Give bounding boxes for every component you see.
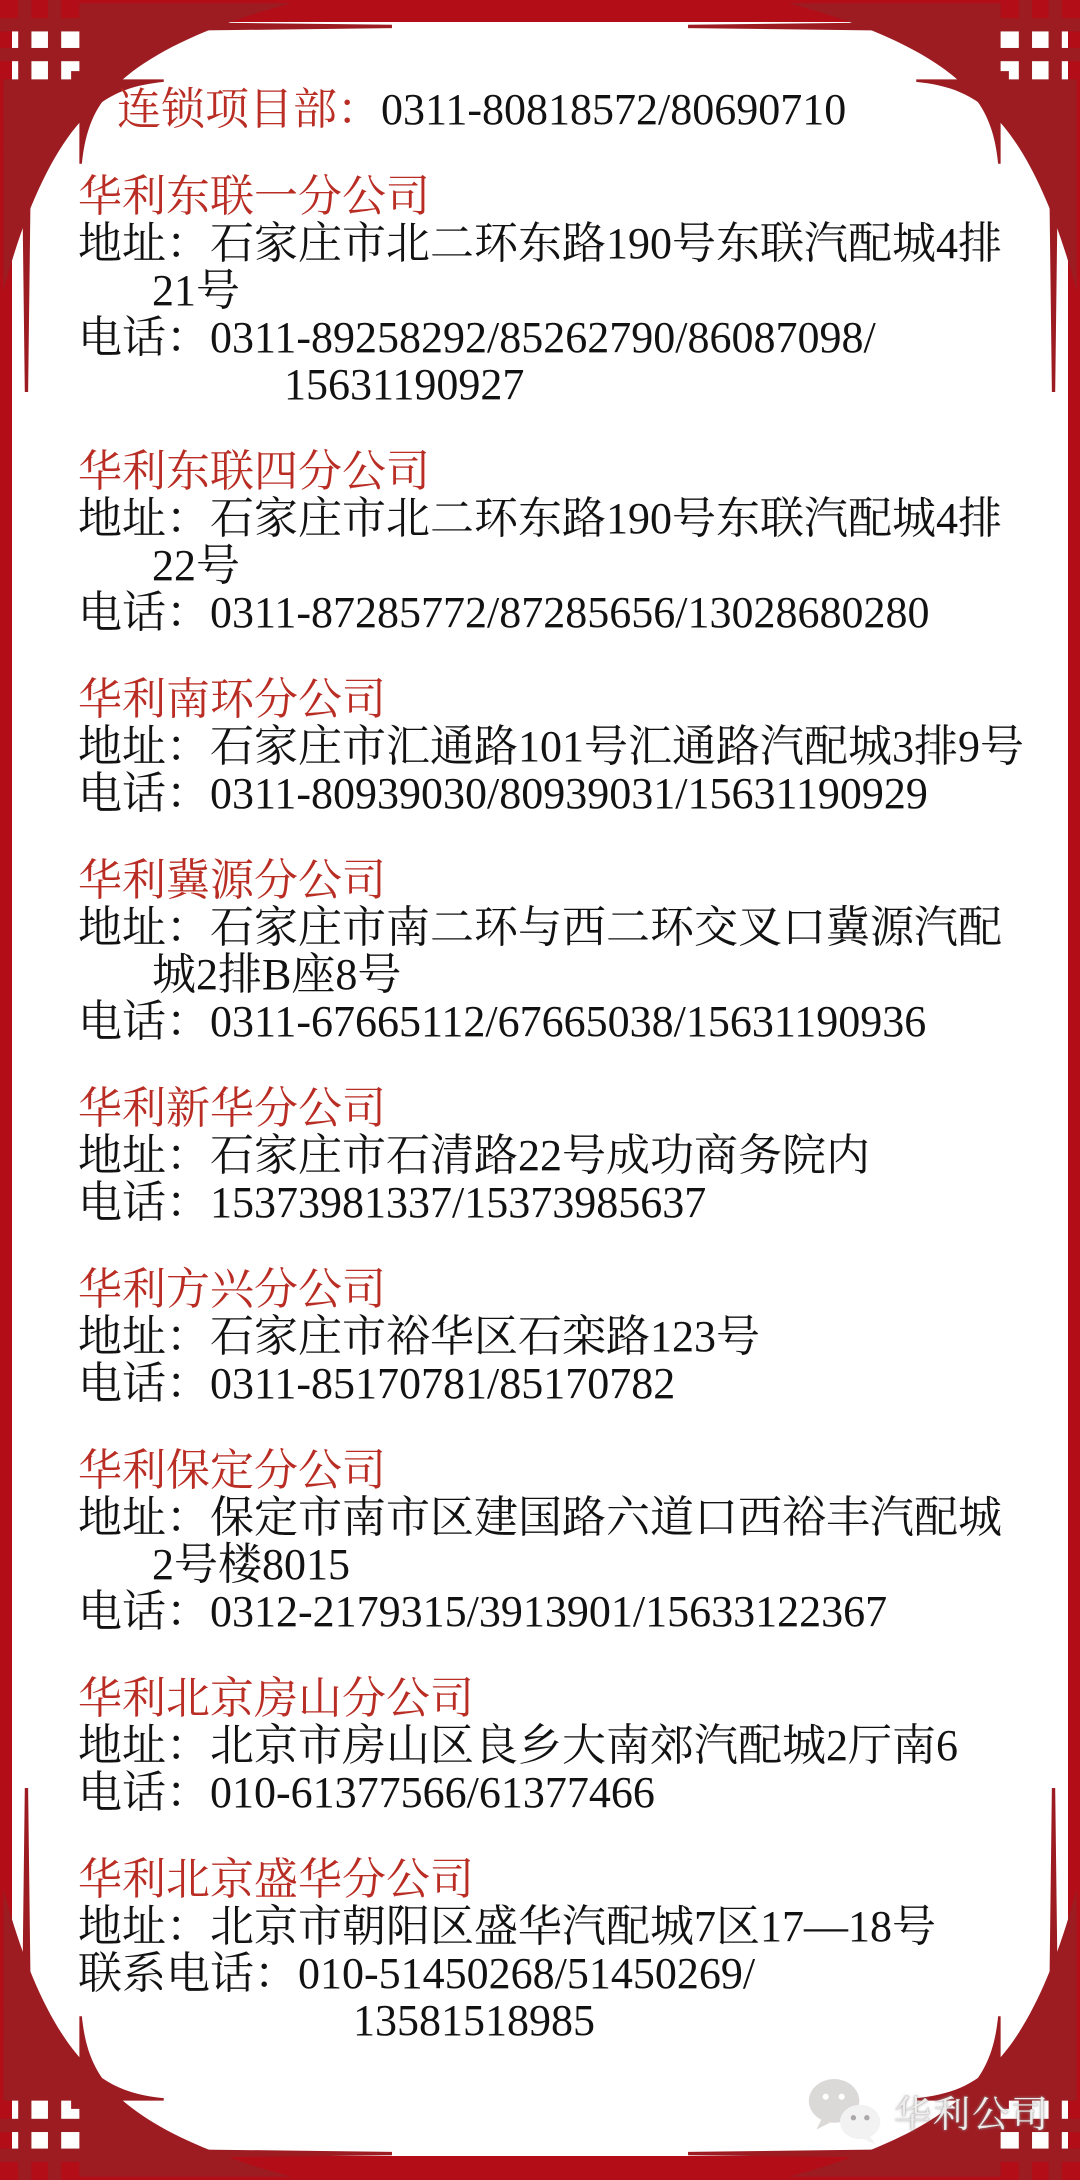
company-section xyxy=(78,1447,1032,1635)
phone-label: 电话： xyxy=(78,313,210,362)
company-name: 华利冀源分公司 xyxy=(78,856,386,905)
address-line xyxy=(78,1722,1032,1769)
phone-line xyxy=(78,1769,1032,1816)
phone-label: 电话： xyxy=(78,1359,210,1408)
company-name: 华利南环分公司 xyxy=(78,675,386,724)
watermark-text: 华利公司 xyxy=(894,2094,1050,2135)
phone-value: 0311-67665112/67665038/15631190936 xyxy=(210,997,927,1046)
phone-line xyxy=(78,1588,1032,1635)
phone-value: 010-61377566/61377466 xyxy=(210,1768,655,1817)
phone-label: 电话： xyxy=(78,588,210,637)
address-line xyxy=(78,1132,1032,1179)
address-line-2: 2号楼8015 xyxy=(152,1540,350,1589)
address-line xyxy=(78,495,1032,542)
phone-value: 010-51450268/51450269/ xyxy=(298,1949,756,1998)
address-value: 石家庄市石清路22号成功商务院内 xyxy=(210,1131,870,1180)
company-section xyxy=(78,1856,1032,2044)
phone-value: 0311-80939030/80939031/15631190929 xyxy=(210,769,928,818)
phone-value: 0312-2179315/3913901/15633122367 xyxy=(210,1587,888,1636)
address-value: 石家庄市北二环东路190号东联汽配城4排 xyxy=(210,494,1002,543)
phone-line xyxy=(78,314,1032,361)
phone-line xyxy=(78,1179,1032,1226)
company-name: 华利北京盛华分公司 xyxy=(78,1855,474,1904)
address-value: 石家庄市南二环与西二环交叉口冀源汽配 xyxy=(210,903,1002,952)
address-label: 地址： xyxy=(78,722,210,771)
address-line xyxy=(78,1903,1032,1950)
chain-project-dept-line xyxy=(117,86,1032,133)
phone-line xyxy=(78,770,1032,817)
phone-label: 联系电话： xyxy=(78,1949,298,1998)
address-line-2: 城2排B座8号 xyxy=(152,950,402,999)
phone-label: 电话： xyxy=(78,1587,210,1636)
address-value: 石家庄市北二环东路190号东联汽配城4排 xyxy=(210,219,1002,268)
phone-line xyxy=(78,998,1032,1045)
address-line xyxy=(78,904,1032,951)
address-label: 地址： xyxy=(78,1131,210,1180)
phone-value: 0311-89258292/85262790/86087098/ xyxy=(210,313,876,362)
address-label: 地址： xyxy=(78,1902,210,1951)
company-section xyxy=(78,1675,1032,1816)
company-section xyxy=(78,676,1032,817)
address-value: 石家庄市汇通路101号汇通路汽配城3排9号 xyxy=(210,722,1024,771)
address-label: 地址： xyxy=(78,1312,210,1361)
address-line xyxy=(78,1313,1032,1360)
company-name: 华利方兴分公司 xyxy=(78,1265,386,1314)
phone-value: 0311-85170781/85170782 xyxy=(210,1359,676,1408)
address-label: 地址： xyxy=(78,1721,210,1770)
phone-value: 15373981337/15373985637 xyxy=(210,1178,707,1227)
company-section xyxy=(78,1266,1032,1407)
phone-label: 电话： xyxy=(78,769,210,818)
address-line xyxy=(78,1494,1032,1541)
company-section xyxy=(78,173,1032,408)
phone-line xyxy=(78,589,1032,636)
company-section xyxy=(78,857,1032,1045)
company-name: 华利东联一分公司 xyxy=(78,172,430,221)
address-line-2: 21号 xyxy=(152,266,240,315)
phone-line xyxy=(78,1950,1032,1997)
phone-label: 电话： xyxy=(78,997,210,1046)
address-value: 北京市房山区良乡大南郊汽配城2厅南6 xyxy=(210,1721,958,1770)
phone-line-2: 13581518985 xyxy=(353,1996,595,2045)
company-name: 华利保定分公司 xyxy=(78,1446,386,1495)
company-list xyxy=(78,173,1032,2044)
address-label: 地址： xyxy=(78,903,210,952)
phone-value: 0311-87285772/87285656/13028680280 xyxy=(210,588,930,637)
address-value: 北京市朝阳区盛华汽配城7区17—18号 xyxy=(210,1902,936,1951)
company-section xyxy=(78,448,1032,636)
chain-project-dept-label: 连锁项目部： xyxy=(117,85,381,134)
address-value: 保定市南市区建国路六道口西裕丰汽配城 xyxy=(210,1493,1002,1542)
company-section xyxy=(78,1085,1032,1226)
address-line xyxy=(78,723,1032,770)
address-line xyxy=(78,220,1032,267)
address-label: 地址： xyxy=(78,1493,210,1542)
company-name: 华利新华分公司 xyxy=(78,1084,386,1133)
address-value: 石家庄市裕华区石栾路123号 xyxy=(210,1312,760,1361)
phone-label: 电话： xyxy=(78,1768,210,1817)
address-line-2: 22号 xyxy=(152,541,240,590)
phone-label: 电话： xyxy=(78,1178,210,1227)
company-name: 华利东联四分公司 xyxy=(78,447,430,496)
phone-line xyxy=(78,1360,1032,1407)
company-name: 华利北京房山分公司 xyxy=(78,1674,474,1723)
address-label: 地址： xyxy=(78,219,210,268)
phone-line-2: 15631190927 xyxy=(284,360,525,409)
chain-project-dept-phones: 0311-80818572/80690710 xyxy=(381,85,847,134)
address-label: 地址： xyxy=(78,494,210,543)
